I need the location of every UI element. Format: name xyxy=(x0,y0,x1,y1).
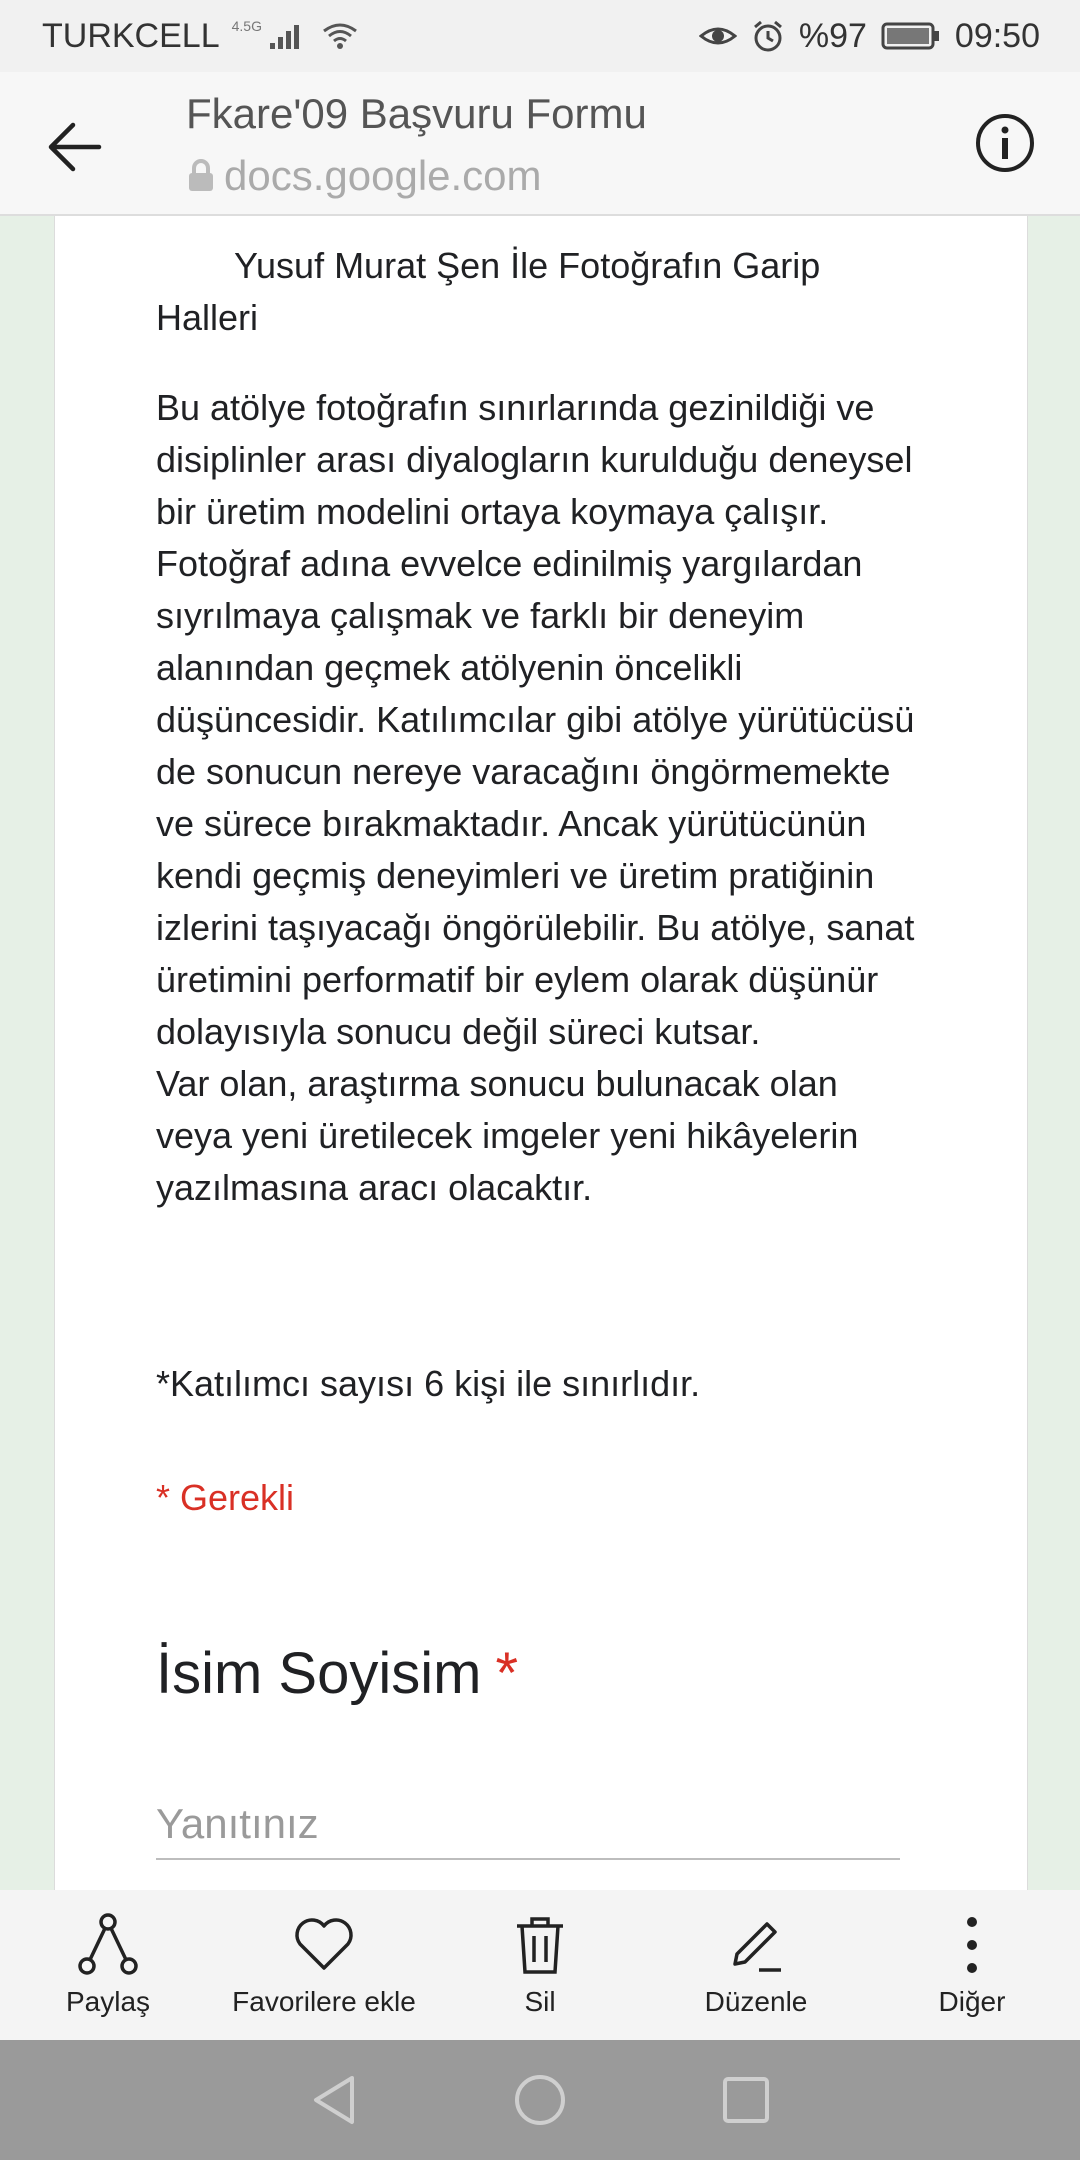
trash-icon xyxy=(507,1912,573,1978)
arrow-back-icon xyxy=(45,117,105,177)
back-button[interactable] xyxy=(40,112,110,182)
edit-label: Düzenle xyxy=(704,1986,808,2017)
favorite-button[interactable] xyxy=(216,1890,432,2018)
clock-time: 09:50 xyxy=(954,16,1040,55)
required-notice: * Gerekli xyxy=(156,1477,295,1518)
alarm-icon xyxy=(751,19,785,53)
info-icon xyxy=(974,112,1036,174)
share-icon xyxy=(75,1912,141,1978)
battery-percent: %97 xyxy=(798,16,867,55)
signal-icon xyxy=(268,21,308,51)
nav-home-icon[interactable] xyxy=(512,2072,568,2128)
app-bar xyxy=(0,72,1080,216)
more-vertical-icon xyxy=(939,1912,1005,1978)
form-description: Bu atölye fotoğrafın sınırlarında gezinildiği ve disiplinler arası diyalogların kurulduğu deneysel bir üretim modelini ortaya koymaya çalışır. Fotoğraf adına evvelce edinilmiş yargılardan sıyrılmaya çalışmak ve farklı bir deneyim alanından geçmek atölyenin öncelikli düşüncesidir. Katılımcılar gibi atölye yürütücüsü de sonucun nereye varacağını öngörmemekte ve sürece bırakmaktadır. Ancak yürütücünün kendi geçmiş deneyimleri ve üretim pratiğinin izlerini taşıyacağı öngörülebilir. Bu atölye, sanat üretimini performatif bir eylem olarak düşünür dolayısıyla sonucu değil süreci kutsar. Var olan, araştırma sonucu bulunacak olan veya yeni üretilecek imgeler yeni hikâyelerin yazılmasına aracı olacaktır. xyxy=(156,387,915,1208)
status-right xyxy=(699,17,1040,56)
url-display xyxy=(186,152,542,200)
question-label-text: İsim Soyisim xyxy=(156,1641,482,1706)
network-type: 4.5G xyxy=(231,18,262,34)
form-heading-text: Yusuf Murat Şen İle Fotoğrafın Garip Halleri xyxy=(156,245,821,338)
nav-back-icon[interactable] xyxy=(306,2072,362,2128)
required-asterisk: * xyxy=(495,1641,519,1706)
eye-icon xyxy=(699,22,737,50)
edit-button[interactable] xyxy=(648,1890,864,2018)
info-button[interactable] xyxy=(974,112,1036,174)
wifi-icon xyxy=(320,21,360,51)
page-title: Fkare'09 Başvuru Formu xyxy=(186,90,647,137)
bottom-toolbar xyxy=(0,1890,1080,2040)
share-button[interactable] xyxy=(0,1890,216,2018)
question-label-name xyxy=(156,1640,518,1707)
url-text: docs.google.com xyxy=(224,152,542,199)
form-heading xyxy=(156,240,916,344)
status-left xyxy=(42,17,360,56)
delete-button[interactable] xyxy=(432,1890,648,2018)
name-answer-input[interactable] xyxy=(156,1790,900,1860)
system-nav-bar xyxy=(0,2040,1080,2160)
pencil-icon xyxy=(723,1912,789,1978)
carrier-name: TURKCELL xyxy=(42,16,220,55)
heart-icon xyxy=(291,1912,357,1978)
participant-note: *Katılımcı sayısı 6 kişi ile sınırlıdır. xyxy=(156,1363,701,1404)
lock-icon xyxy=(186,159,216,193)
status-bar xyxy=(0,0,1080,72)
share-label: Paylaş xyxy=(65,1986,151,2017)
more-button[interactable] xyxy=(864,1890,1080,2018)
nav-recents-icon[interactable] xyxy=(718,2072,774,2128)
battery-icon xyxy=(881,21,941,51)
more-label: Diğer xyxy=(938,1986,1006,2017)
favorite-label: Favorilere ekle xyxy=(232,1986,416,2017)
delete-label: Sil xyxy=(524,1986,556,2017)
